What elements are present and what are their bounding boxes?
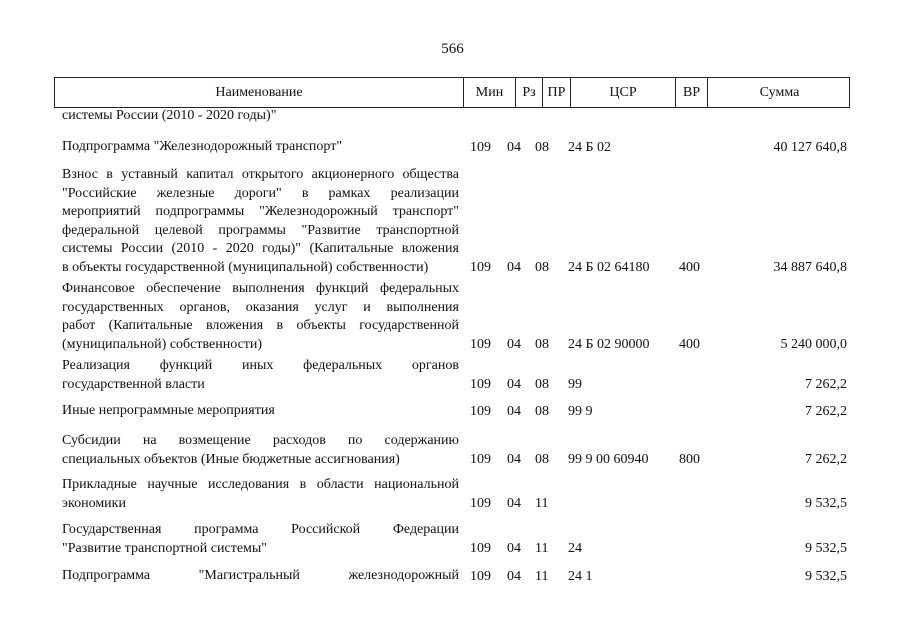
page-number: 566 [441, 41, 464, 57]
row-sum: 7 262,2 [805, 403, 847, 419]
row-name-line: Подпрограмма "Магистральный железнодорожный [62, 568, 459, 583]
row-name [62, 166, 459, 277]
row-pr: 11 [535, 541, 549, 556]
header-name: Наименование [55, 78, 464, 107]
row-name-line: Прикладные научные исследования в области национальной [62, 477, 459, 492]
row-name [62, 521, 459, 558]
row-rz: 04 [507, 337, 521, 352]
row-name-line: Государственная программа Российской Федерации [62, 522, 459, 537]
row-min: 109 [470, 260, 491, 275]
row-name [62, 567, 459, 586]
row-rz: 04 [507, 568, 521, 584]
row-pr: 11 [535, 496, 549, 511]
row-name [62, 138, 459, 157]
row-vr: 800 [679, 452, 700, 467]
row-min: 109 [470, 139, 491, 155]
row-rz: 04 [507, 541, 521, 556]
row-min: 109 [470, 452, 491, 467]
row-csr: 24 Б 02 90000 [568, 337, 650, 352]
row-name-line: "Развитие транспортной системы" [62, 540, 268, 556]
row-csr: 24 [568, 541, 582, 556]
row-name [62, 402, 459, 421]
header-vr: ВР [676, 78, 708, 107]
continuation-text: системы России (2010 - 2020 годы)" [62, 108, 277, 123]
row-name-line: специальных объектов (Иные бюджетные ассигнования) [62, 451, 400, 467]
row-min: 109 [470, 337, 491, 352]
row-name-line: федеральной целевой программы "Развитие транспортной [62, 222, 459, 238]
row-min: 109 [470, 403, 491, 419]
row-pr: 08 [535, 260, 549, 275]
row-name-line: работ (Капитальные вложения в объекты государственной [62, 318, 459, 333]
row-name-line: (муниципальной) собственности) [62, 336, 263, 352]
row-name-line: Взнос в уставный капитал открытого акционерного общества [62, 167, 459, 182]
row-rz: 04 [507, 403, 521, 419]
row-sum: 9 532,5 [805, 496, 847, 511]
row-sum: 9 532,5 [805, 568, 847, 584]
header-pr: ПР [543, 78, 571, 107]
row-min: 109 [470, 496, 491, 511]
header-csr: ЦСР [571, 78, 676, 107]
table-header [54, 77, 850, 108]
row-name-line: мероприятий подпрограммы "Железнодорожный транспорт" [62, 204, 459, 219]
row-name-line: "Российские железные дороги" в рамках реализации [62, 185, 459, 201]
row-rz: 04 [507, 452, 521, 467]
row-name-line: государственных органов, оказания услуг и выполнения [62, 299, 459, 315]
row-pr: 11 [535, 568, 549, 584]
row-sum: 34 887 640,8 [773, 260, 847, 275]
row-pr: 08 [535, 139, 549, 155]
row-sum: 40 127 640,8 [773, 139, 847, 155]
header-min: Мин [464, 78, 516, 107]
row-name [62, 357, 459, 394]
row-csr: 99 [568, 377, 582, 392]
row-sum: 7 262,2 [805, 452, 847, 467]
row-rz: 04 [507, 139, 521, 155]
row-csr: 24 Б 02 64180 [568, 260, 650, 275]
row-name-line: государственной власти [62, 376, 205, 392]
row-name-line: в объекты государственной (муниципальной) собственности) [62, 259, 429, 275]
row-min: 109 [470, 541, 491, 556]
row-sum: 9 532,5 [805, 541, 847, 556]
row-rz: 04 [507, 496, 521, 511]
row-name-line: Подпрограмма "Железнодорожный транспорт" [62, 139, 343, 154]
row-rz: 04 [507, 377, 521, 392]
row-name-line: системы России (2010 - 2020 годы)" (Капитальные вложения [62, 241, 459, 256]
row-min: 109 [470, 377, 491, 392]
row-csr: 99 9 [568, 403, 593, 419]
row-name-line: экономики [62, 495, 126, 511]
row-pr: 08 [535, 337, 549, 352]
header-sum: Сумма [759, 85, 800, 100]
row-name-line: Субсидии на возмещение расходов по содержанию [62, 433, 459, 448]
row-rz: 04 [507, 260, 521, 275]
row-name [62, 432, 459, 469]
row-name-line: Финансовое обеспечение выполнения функций федеральных [62, 281, 459, 296]
row-name-line: Реализация функций иных федеральных органов [62, 358, 459, 373]
header-rz: Рз [516, 78, 543, 107]
row-vr: 400 [679, 337, 700, 352]
row-csr: 24 Б 02 [568, 139, 612, 155]
row-pr: 08 [535, 403, 549, 419]
row-csr: 99 9 00 60940 [568, 452, 649, 467]
row-name [62, 280, 459, 354]
row-vr: 400 [679, 260, 700, 275]
row-min: 109 [470, 568, 491, 584]
row-pr: 08 [535, 377, 549, 392]
row-csr: 24 1 [568, 568, 593, 584]
row-sum: 7 262,2 [805, 377, 847, 392]
row-name-line: Иные непрограммные мероприятия [62, 403, 275, 418]
row-sum: 5 240 000,0 [780, 337, 847, 352]
row-pr: 08 [535, 452, 549, 467]
row-name [62, 476, 459, 513]
